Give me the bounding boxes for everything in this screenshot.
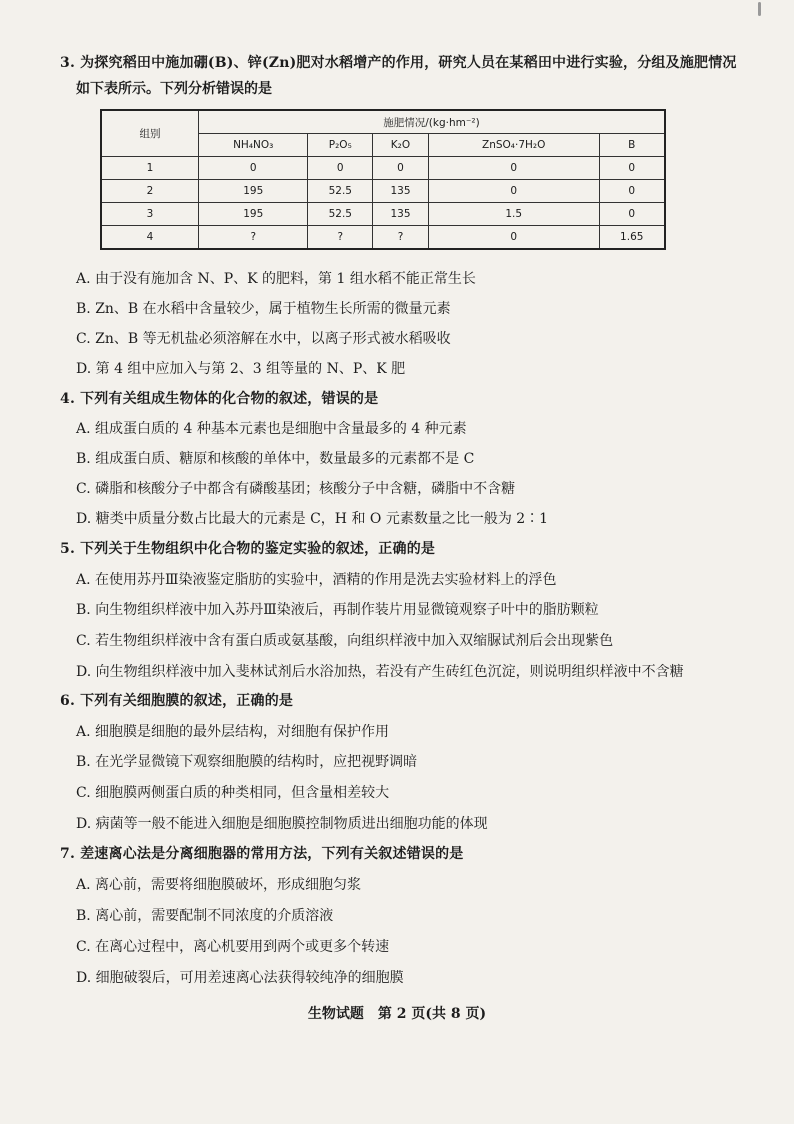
- q7-option-a: A. 离心前，需要将细胞膜破坏，形成细胞匀浆: [76, 877, 362, 893]
- page-footer: 生物试题 第 2 页(共 8 页): [307, 1006, 487, 1022]
- q5-option-a: A. 在使用苏丹Ⅲ染液鉴定脂肪的实验中，酒精的作用是洗去实验材料上的浮色: [76, 572, 557, 588]
- q5-option-d: D. 向生物组织样液中加入斐林试剂后水浴加热，若没有产生砖红色沉淀，则说明组织样液中不含糖: [76, 664, 684, 680]
- q6-option-d: D. 病菌等一般不能进入细胞是细胞膜控制物质进出细胞功能的体现: [76, 816, 488, 832]
- table-cell: 0: [428, 157, 599, 180]
- q4-option-d: D. 糖类中质量分数占比最大的元素是 C，H 和 O 元素数量之比一般为 2∶1: [76, 511, 549, 527]
- q6-option-b: B. 在光学显微镜下观察细胞膜的结构时，应把视野调暗: [76, 754, 418, 770]
- q6-stem: 6. 下列有关细胞膜的叙述，正确的是: [60, 693, 294, 709]
- table-col-header: P₂O₅: [308, 134, 373, 157]
- table-cell: 0: [428, 226, 599, 250]
- table-cell: ?: [199, 226, 308, 250]
- table-cell: 195: [199, 180, 308, 203]
- q5-stem: 5. 下列关于生物组织中化合物的鉴定实验的叙述，正确的是: [60, 541, 436, 557]
- table-cell: 0: [308, 157, 373, 180]
- q3-option-d: D. 第 4 组中应加入与第 2、3 组等量的 N、P、K 肥: [76, 361, 406, 377]
- q7-option-c: C. 在离心过程中，离心机要用到两个或更多个转速: [76, 939, 390, 955]
- table-cell: 195: [199, 203, 308, 226]
- table-cell: 0: [373, 157, 429, 180]
- table-cell: 52.5: [308, 203, 373, 226]
- q7-option-d: D. 细胞破裂后，可用差速离心法获得较纯净的细胞膜: [76, 970, 404, 986]
- table-cell: 0: [428, 180, 599, 203]
- table-row: [101, 180, 665, 203]
- table-cell: ?: [373, 226, 429, 250]
- table-cell: 135: [373, 180, 429, 203]
- q7-option-b: B. 离心前，需要配制不同浓度的介质溶液: [76, 908, 334, 924]
- table-row: [101, 203, 665, 226]
- fertilizer-table: [100, 109, 666, 250]
- table-cell: ?: [308, 226, 373, 250]
- q3-stem-line2: 如下表所示。下列分析错误的是: [76, 81, 272, 97]
- table-row: [101, 226, 665, 250]
- table-cell: 4: [101, 226, 199, 250]
- table-cell: 0: [599, 203, 665, 226]
- q4-stem: 4. 下列有关组成生物体的化合物的叙述，错误的是: [60, 391, 379, 407]
- table-cell: 1.5: [428, 203, 599, 226]
- q3-option-c: C. Zn、B 等无机盐必须溶解在水中，以离子形式被水稻吸收: [76, 331, 451, 347]
- table-cell: 0: [599, 157, 665, 180]
- q3-stem-line1: 3. 为探究稻田中施加硼(B)、锌(Zn)肥对水稻增产的作用，研究人员在某稻田中进行实验，分组及施肥情况: [60, 55, 737, 71]
- table-cell: 3: [101, 203, 199, 226]
- q4-option-b: B. 组成蛋白质、糖原和核酸的单体中，数量最多的元素都不是 C: [76, 451, 475, 467]
- scan-mark: [758, 2, 761, 16]
- table-cell: 2: [101, 180, 199, 203]
- table-col-header: B: [599, 134, 665, 157]
- q3-option-a: A. 由于没有施加含 N、P、K 的肥料，第 1 组水稻不能正常生长: [76, 271, 476, 287]
- q4-option-c: C. 磷脂和核酸分子中都含有磷酸基团；核酸分子中含糖，磷脂中不含糖: [76, 481, 516, 497]
- table-cell: 135: [373, 203, 429, 226]
- table-cell: 1.65: [599, 226, 665, 250]
- q3-option-b: B. Zn、B 在水稻中含量较少，属于植物生长所需的微量元素: [76, 301, 451, 317]
- table-header-fertilizer: 施肥情况/(kg·hm⁻²): [199, 110, 666, 134]
- table-col-header: K₂O: [373, 134, 429, 157]
- q6-option-a: A. 细胞膜是细胞的最外层结构，对细胞有保护作用: [76, 724, 390, 740]
- table-cell: 1: [101, 157, 199, 180]
- table-cell: 0: [599, 180, 665, 203]
- q5-option-c: C. 若生物组织样液中含有蛋白质或氨基酸，向组织样液中加入双缩脲试剂后会出现紫色: [76, 633, 614, 649]
- table-cell: 0: [199, 157, 308, 180]
- table-col-header: NH₄NO₃: [199, 134, 308, 157]
- table-cell: 52.5: [308, 180, 373, 203]
- table-col-header: ZnSO₄·7H₂O: [428, 134, 599, 157]
- table-row: [101, 157, 665, 180]
- q7-stem: 7. 差速离心法是分离细胞器的常用方法，下列有关叙述错误的是: [60, 846, 464, 862]
- table-header-group: 组别: [101, 110, 199, 157]
- q6-option-c: C. 细胞膜两侧蛋白质的种类相同，但含量相差较大: [76, 785, 390, 801]
- q4-option-a: A. 组成蛋白质的 4 种基本元素也是细胞中含量最多的 4 种元素: [76, 421, 467, 437]
- q5-option-b: B. 向生物组织样液中加入苏丹Ⅲ染液后，再制作装片用显微镜观察子叶中的脂肪颗粒: [76, 602, 599, 618]
